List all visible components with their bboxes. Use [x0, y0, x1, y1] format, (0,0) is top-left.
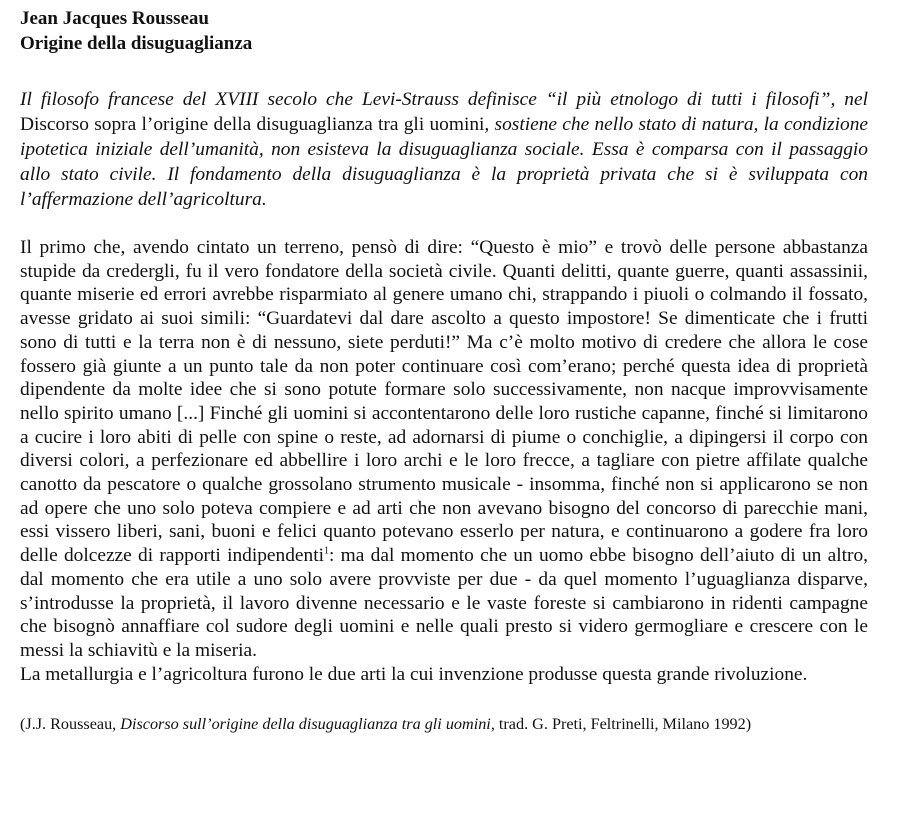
source-citation — [20, 713, 868, 735]
document-page — [20, 6, 868, 735]
intro-text-part1: Il filosofo francese del XVIII secolo che Levi-Strauss definisce “il più etnologo di tutti i filosofi”, nel — [20, 89, 868, 110]
body-paragraph-1-part2: : ma dal momento che un uomo ebbe bisogno dell’aiuto di un altro, dal momento che era utile a uno solo avere provviste per due - da quel momento l’uguaglianza disparve, s’introdusse la proprietà, il lavoro divenne necessario e le vaste foreste si cambiarono in ridenti campagne che bisognò annaffiare col sudore degli uomini e nelle quali presto si videro germogliare e crescere con le messi la schiavitù e la miseria. — [20, 545, 868, 661]
body-paragraph-1-part1: Il primo che, avendo cintato un terreno, pensò di dire: “Questo è mio” e trovò delle persone abbastanza stupide da credergli, fu il vero fondatore della società civile. Quanti delitti, quante guerre, quanti assassinii, quante miserie ed errori avrebbe risparmiato al genere umano chi, strappando i piuoli o colmando il fossato, avesse gridato ai suoi simili: “Guardatevi dal dare ascolto a questo impostore! Se dimenticate che i frutti sono di tutti e la terra non è di nessuno, siete perduti!” Ma c’è molto motivo di credere che allora le cose fossero già giunte a un punto tale da non poter continuare così com’erano; perché questa idea di proprietà dipendente da molte idee che si sono potute formare solo successivamente, non nacque improvvisamente nello spirito umano [...] Finché gli uomini si accontentarono delle loro rustiche capanne, finché si limitarono a cucire i loro abiti di pelle con spine o reste, ad adornarsi di piume o conchiglie, a dipingersi il corpo con diversi colori, a perfezionare ed abbellire i loro archi e le loro frecce, a tagliare con pietre affilate qualche canotto da pescatore o qualche grossolano strumento musicale - insomma, finché non si applicarono se non ad opere che uno solo poteva compiere e ad arti che non avevano bisogno del concorso di parecchie mani, essi vissero liberi, sani, buoni e felici quanto potevano esserlo per natura, e continuarono a godere fra loro delle dolcezze di rapporti indipendenti — [20, 237, 868, 567]
intro-text-part3: , sostiene che nello stato di natura, la condizione ipotetica iniziale dell’umanità, non esisteva la disuguaglianza sociale. Essa è comparsa con il passaggio allo stato civile. Il fondamento della disuguaglianza è la proprietà privata che si è sviluppata con l’affermazione dell’agricoltura. — [20, 114, 868, 210]
author-name: Jean Jacques Rousseau — [20, 8, 209, 29]
footnote-marker: 1 — [324, 545, 330, 557]
intro-paragraph — [20, 87, 868, 212]
quoted-text — [20, 236, 868, 686]
citation-work-title: Discorso sull’origine della disuguaglianza tra gli uomini — [120, 715, 491, 734]
intro-work-title: Discorso sopra l’origine della disuguaglianza tra gli uomini — [20, 114, 485, 135]
document-header — [20, 6, 868, 56]
citation-prefix: (J.J. Rousseau, — [20, 715, 121, 734]
citation-suffix: , trad. G. Preti, Feltrinelli, Milano 1992) — [490, 715, 752, 734]
body-paragraph-2: La metallurgia e l’agricoltura furono le due arti la cui invenzione produsse questa grande rivoluzione. — [20, 663, 808, 685]
document-title: Origine della disuguaglianza — [20, 33, 253, 54]
body-paragraph-1 — [20, 236, 868, 663]
